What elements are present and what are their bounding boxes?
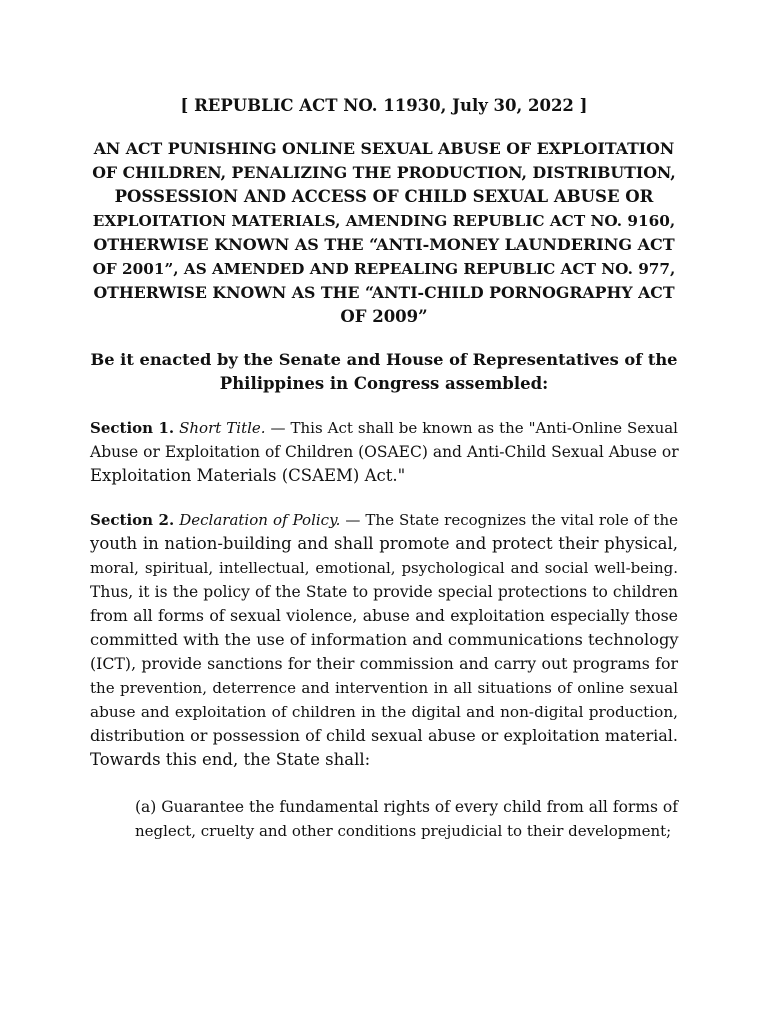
section-1-title: Short Title. <box>179 419 266 437</box>
section-2-label: Section 2. <box>90 511 175 529</box>
enacting-clause-line: Philippines in Congress assembled: <box>219 374 549 393</box>
act-title-line: OTHERWISE KNOWN AS THE “ANTI-CHILD PORNOGRAPHY ACT <box>93 283 675 302</box>
act-number-heading: [ REPUBLIC ACT NO. 11930, July 30, 2022 ] <box>180 96 588 115</box>
section-1-line: Abuse or Exploitation of Children (OSAEC) and Anti-Child Sexual Abuse or <box>90 443 679 461</box>
act-title-line: OF 2009” <box>340 307 428 326</box>
act-title-line: OTHERWISE KNOWN AS THE “ANTI-MONEY LAUNDERING ACT <box>93 235 675 254</box>
enacting-clause-line: Be it enacted by the Senate and House of Representatives of the <box>90 350 678 369</box>
section-2-line: abuse and exploitation of children in the digital and non-digital production, <box>90 703 678 721</box>
section-2-text: — The State recognizes the vital role of the <box>340 511 678 529</box>
section-2-line: the prevention, deterrence and intervention in all situations of online sexual <box>90 679 678 697</box>
section-2-first-line <box>90 508 678 532</box>
section-2-title: Declaration of Policy. <box>179 511 341 529</box>
act-title-line: AN ACT PUNISHING ONLINE SEXUAL ABUSE OF EXPLOITATION <box>93 139 675 158</box>
section-2-line: committed with the use of information and communications technology <box>90 630 679 649</box>
section-2-line: from all forms of sexual violence, abuse and exploitation especially those <box>90 606 678 625</box>
clause-a-line: neglect, cruelty and other conditions prejudicial to their development; <box>135 822 672 840</box>
section-1-text: — This Act shall be known as the "Anti-Online Sexual <box>265 419 678 437</box>
section-2-line: youth in nation-building and shall promote and protect their physical, <box>90 534 678 553</box>
section-2-line: (ICT), provide sanctions for their commission and carry out programs for <box>90 654 678 673</box>
section-2-line: Thus, it is the policy of the State to provide special protections to children <box>90 583 678 601</box>
act-title-line: POSSESSION AND ACCESS OF CHILD SEXUAL ABUSE OR <box>114 187 654 206</box>
section-2-line: moral, spiritual, intellectual, emotional, psychological and social well-being. <box>90 559 678 577</box>
section-1-line: Exploitation Materials (CSAEM) Act." <box>90 466 406 485</box>
act-title-line: EXPLOITATION MATERIALS, AMENDING REPUBLIC ACT NO. 9160, <box>92 212 676 230</box>
section-2-line: Towards this end, the State shall: <box>90 750 371 769</box>
act-title-line: OF CHILDREN, PENALIZING THE PRODUCTION, DISTRIBUTION, <box>92 163 676 182</box>
act-title-line: OF 2001”, AS AMENDED AND REPEALING REPUBLIC ACT NO. 977, <box>92 260 676 278</box>
section-1-first-line <box>90 416 678 440</box>
section-2-line: distribution or possession of child sexual abuse or exploitation material. <box>90 726 678 745</box>
section-1-label: Section 1. <box>90 419 175 437</box>
clause-a-line: (a) Guarantee the fundamental rights of every child from all forms of <box>135 798 678 816</box>
